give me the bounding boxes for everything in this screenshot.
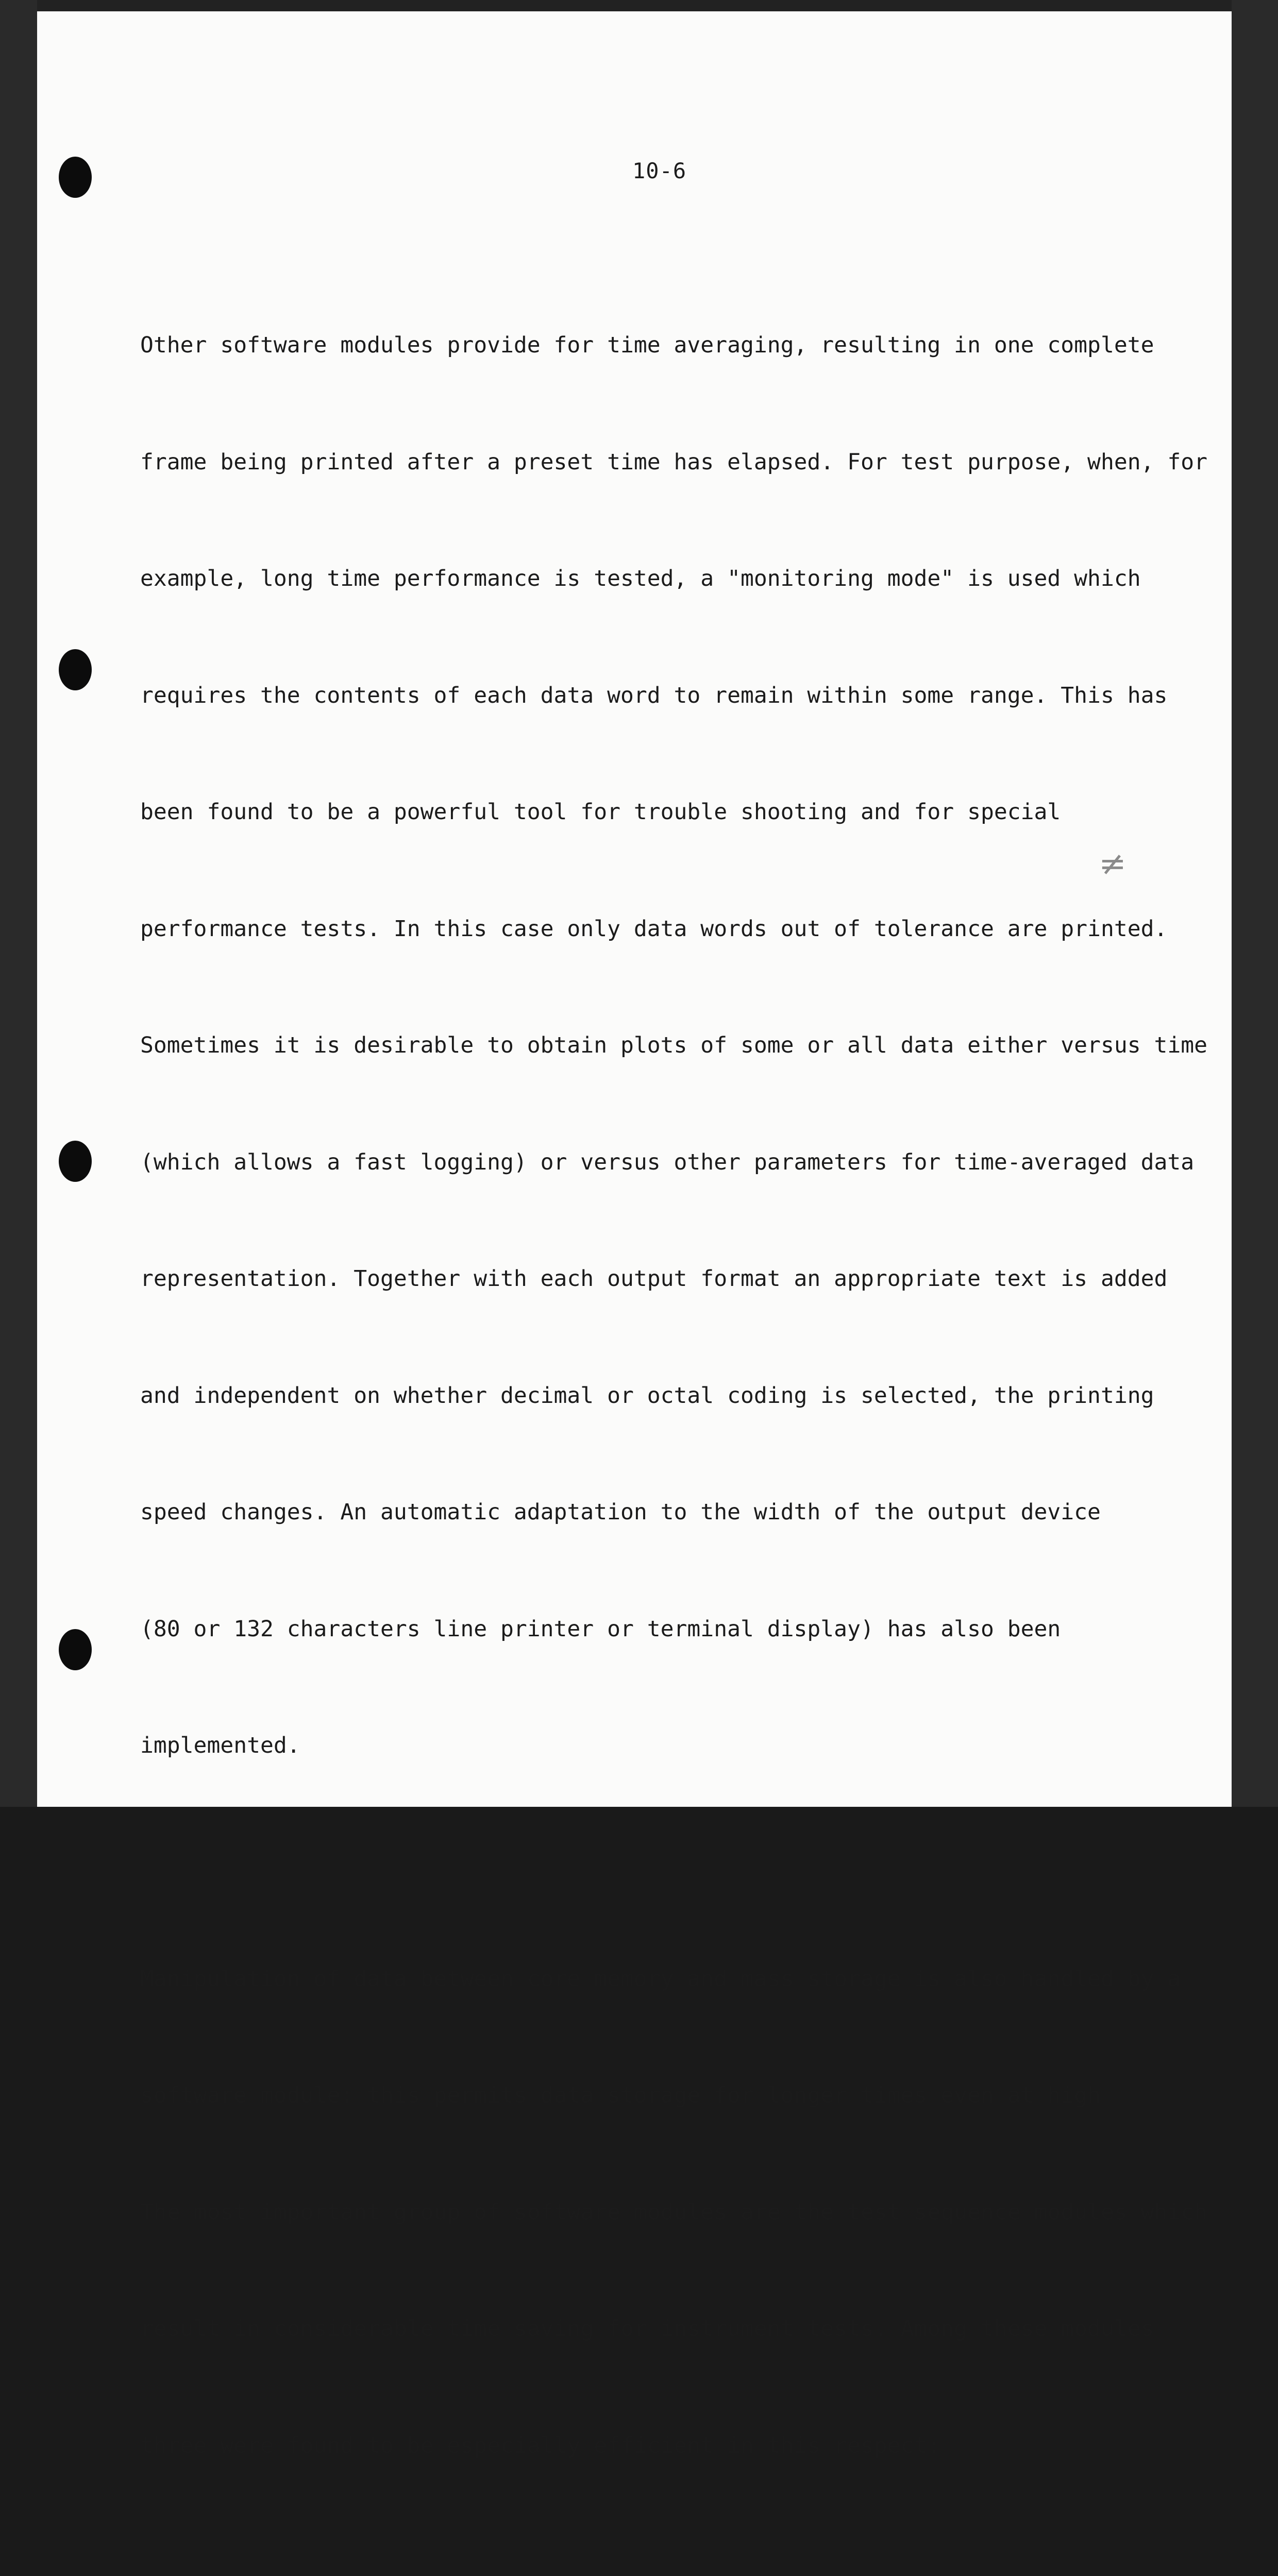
text-line: three were found to be especially efficient in this respect: [140,2432,941,2459]
text-line: frame being printed after a preset time has elapsed. For test purpose, when, for [140,449,1208,475]
text-line: been found to be a powerful tool for trouble shooting and for special [140,799,1061,825]
body-text [140,248,1208,2576]
text-line: Other software modules provide for time averaging, resulting in one complete [140,332,1154,358]
paragraph-gap [140,2543,1202,2576]
text-line: Manipulation of data between core memory and mass storage is also handled by a [140,1965,1181,1992]
text-line: (80 or 132 characters line printer or terminal display) has also been [140,1616,1061,1642]
text-line: (which allows a fast logging) or versus other parameters for time-averaged data [140,1149,1195,1175]
paragraph-software-modules [140,248,1208,1843]
page-number: 10-6 [632,158,687,183]
text-line: Sometimes it is desirable to obtain plots of some or all data either versus time [140,1032,1208,1058]
punch-hole-2 [59,649,92,690]
scan-border-right [1232,0,1278,1807]
text-line: result in considerable time saving for instrument tests. Among these modules [140,2316,1154,2342]
text-line: representation. Together with each output format an appropriate text is added [140,1266,1168,1292]
text-line: speed changes. An automatic adaptation to the width of the output device [140,1499,1101,1525]
punch-hole-4 [59,1629,92,1670]
document-page [37,11,1232,2459]
text-line: example, long time performance is tested, a "monitoring mode" is used which [140,566,1141,591]
text-line: software module: this permits data storage for longer times even at high [140,2082,1101,2108]
text-line: requires the contents of each data word to remain within some range. This has [140,682,1168,708]
handwritten-margin-mark: ≠ [1099,845,1126,883]
text-line: The most important group of software modules are the test sequence modules which [140,2199,1208,2225]
text-line: performance tests. In this case only data words out of tolerance are printed. [140,916,1168,942]
text-line: and independent on whether decimal or octal coding is selected, the printing [140,1382,1154,1409]
paragraph-gap [140,1843,1202,1882]
punch-hole-3 [59,1141,92,1182]
paragraph-data-manipulation [140,1882,1208,2544]
punch-hole-1 [59,157,92,198]
text-line: implemented. [140,1733,300,1758]
scan-border-left [0,0,37,1807]
